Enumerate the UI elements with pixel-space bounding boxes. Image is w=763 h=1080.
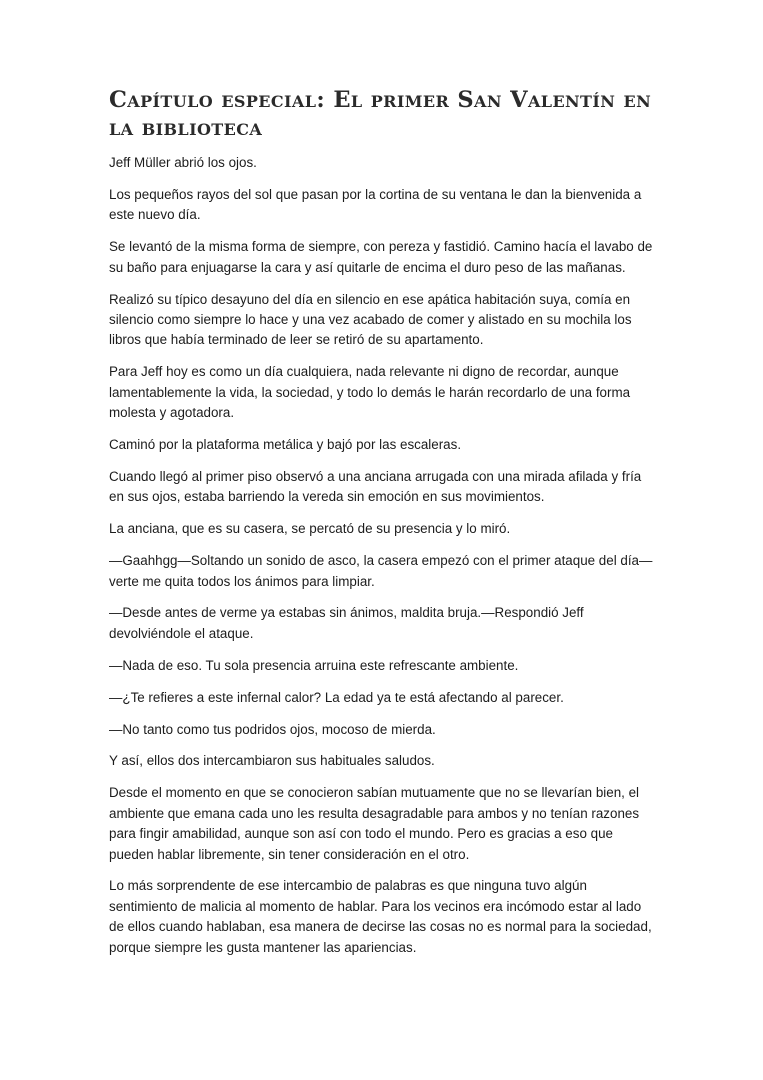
dialogue-paragraph: —Nada de eso. Tu sola presencia arruina este refrescante ambiente. — [109, 657, 519, 673]
document-body — [109, 86, 657, 970]
paragraph: La anciana, que es su casera, se percató de su presencia y lo miró. — [109, 521, 511, 537]
dialogue-paragraph: —No tanto como tus podridos ojos, mocoso de mierda. — [109, 721, 436, 737]
paragraph: Realizó su típico desayuno del día en silencio en ese apática habitación suya, comía en silencio como siempre lo hace y una vez acabado de comer y alistado en su mochila los libros que había terminado de leer se retiró de su apartamento. — [109, 291, 632, 348]
paragraph: Se levantó de la misma forma de siempre, con pereza y fastidió. Camino hacía el lavabo de su baño para enjuagarse la cara y así quitarle de encima el duro peso de las mañanas. — [109, 239, 653, 275]
paragraph: Y así, ellos dos intercambiaron sus habituales saludos. — [109, 753, 435, 769]
dialogue-paragraph: —¿Te refieres a este infernal calor? La edad ya te está afectando al parecer. — [109, 689, 564, 705]
dialogue-paragraph: —Desde antes de verme ya estabas sin ánimos, maldita bruja.—Respondió Jeff devolviéndole el ataque. — [109, 605, 584, 641]
paragraph: Los pequeños rayos del sol que pasan por la cortina de su ventana le dan la bienvenida a este nuevo día. — [109, 186, 642, 223]
paragraph: Lo más sorprendente de ese intercambio de palabras es que ninguna tuvo algún sentimiento de malicia al momento de hablar. Para los vecinos era incómodo estar al lado de ellos cuando hablaban, esa manera de decirse las cosas no es normal para la sociedad, porque siempre les gusta mantener las apariencias. — [109, 878, 652, 955]
paragraph: Jeff Müller abrió los ojos. — [109, 155, 257, 170]
paragraph: Desde el momento en que se conocieron sabían mutuamente que no se llevarían bien, el ambiente que emana cada uno les resulta desagradable para ambos y no tenían razones para fingir amabilidad, aunque son así con todo el mundo. Pero es gracias a eso que pueden hablar libremente, sin tener consideración en el otro. — [109, 785, 640, 862]
paragraph: Cuando llegó al primer piso observó a una anciana arrugada con una mirada afilada y fría en sus ojos, estaba barriendo la vereda sin emoción en sus movimientos. — [109, 468, 642, 505]
dialogue-paragraph: —Gaahhgg—Soltando un sonido de asco, la casera empezó con el primer ataque del día—verte me quita todos los ánimos para limpiar. — [109, 553, 653, 589]
paragraph: Caminó por la plataforma metálica y bajó por las escaleras. — [109, 436, 462, 452]
chapter-title: Capítulo especial: El primer San Valentín en la biblioteca — [109, 87, 652, 141]
paragraph: Para Jeff hoy es como un día cualquiera, nada relevante ni digno de recordar, aunque lamentablemente la vida, la sociedad, y todo lo demás le harán recordarlo de una forma molesta y agotadora. — [109, 364, 631, 421]
